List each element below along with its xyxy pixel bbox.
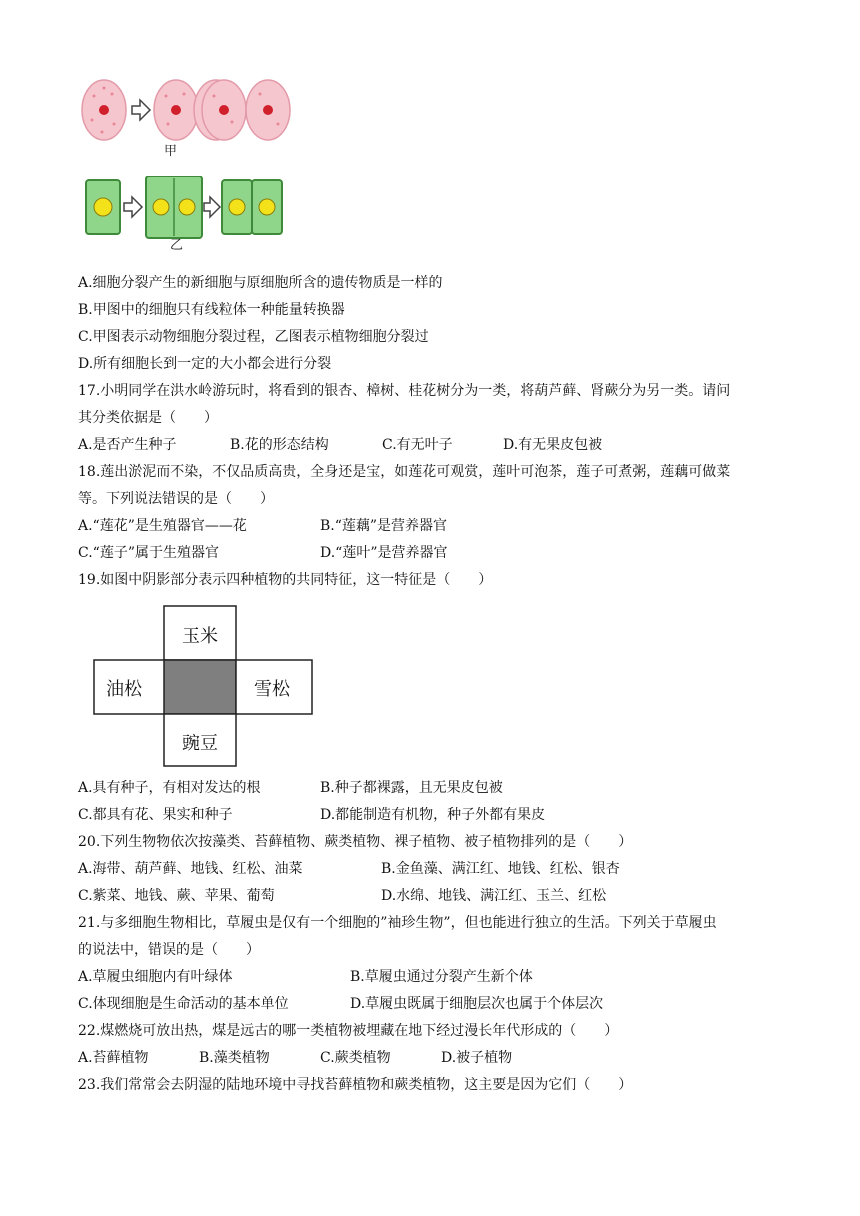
q19-stem: 19.如图中阴影部分表示四种植物的共同特征，这一特征是（ ） — [78, 572, 493, 588]
q18-stem-line1: 18.莲出淤泥而不染，不仅品质高贵，全身还是宝，如莲花可观赏，莲叶可泡茶，莲子可煮粥，莲藕可做菜 — [78, 464, 731, 480]
q19-option-b: B.种子都裸露，且无果皮包被 — [320, 780, 503, 796]
q21-stem-line2: 的说法中，错误的是（ ） — [78, 942, 260, 958]
q22-option-b: B.藻类植物 — [199, 1050, 270, 1066]
q16-option-a: A.细胞分裂产生的新细胞与原细胞所含的遗传物质是一样的 — [78, 275, 443, 291]
plant-cell-parent — [86, 180, 120, 234]
q23-stem: 23.我们常常会去阴湿的陆地环境中寻找苔藓植物和蕨类植物，这主要是因为它们（ ） — [78, 1077, 633, 1093]
q21-option-b: B.草履虫通过分裂产生新个体 — [350, 969, 533, 985]
plant-cell-row — [84, 176, 294, 246]
q20-option-a: A.海带、葫芦藓、地钱、红松、油菜 — [78, 861, 303, 877]
label-right: 雪松 — [254, 679, 290, 700]
q19-option-c: C.都具有花、果实和种子 — [78, 807, 233, 823]
q17-option-b: B.花的形态结构 — [230, 437, 329, 453]
figure-label-yi: 乙 — [170, 238, 184, 253]
q22-option-c: C.蕨类植物 — [320, 1050, 391, 1066]
q20-option-b: B.金鱼藻、满江红、地钱、红松、银杏 — [381, 861, 620, 877]
q18-option-c: C.“莲子”属于生殖器官 — [78, 545, 219, 561]
label-top: 玉米 — [182, 626, 218, 647]
q20-option-d: D.水绵、地钱、满江红、玉兰、红松 — [381, 888, 607, 904]
q18-option-d: D.“莲叶”是营养器官 — [320, 545, 448, 561]
q16-option-c: C.甲图表示动物细胞分裂过程，乙图表示植物细胞分裂过 — [78, 329, 429, 345]
q18-stem-line2: 等。下列说法错误的是（ ） — [78, 491, 274, 507]
q18-option-a: A.“莲花”是生殖器官——花 — [78, 518, 247, 534]
plant-features-cross-figure — [92, 604, 316, 768]
q22-option-a: A.苔藓植物 — [78, 1050, 149, 1066]
arrow-icon — [132, 100, 150, 120]
box-center-shaded — [164, 660, 236, 714]
q16-option-b: B.甲图中的细胞只有线粒体一种能量转换器 — [78, 302, 345, 318]
q21-option-d: D.草履虫既属于细胞层次也属于个体层次 — [350, 996, 604, 1012]
q17-stem-line1: 17.小明同学在洪水岭游玩时，将看到的银杏、樟树、桂花树分为一类，将葫芦藓、肾蕨分为另一类。请问 — [78, 383, 731, 399]
q16-option-d: D.所有细胞长到一定的大小都会进行分裂 — [78, 356, 332, 372]
animal-cell-parent — [82, 80, 126, 140]
q21-stem-line1: 21.与多细胞生物相比，草履虫是仅有一个细胞的”袖珍生物”，但也能进行独立的生活。下列关于草履虫 — [78, 915, 717, 931]
q21-option-a: A.草履虫细胞内有叶绿体 — [78, 969, 233, 985]
label-bottom: 豌豆 — [182, 733, 218, 754]
q19-option-a: A.具有种子，有相对发达的根 — [78, 780, 261, 796]
q18-option-b: B.“莲藕”是营养器官 — [320, 518, 448, 534]
animal-daughter-cells — [196, 76, 296, 146]
q17-option-d: D.有无果皮包被 — [503, 437, 603, 453]
arrow-icon — [124, 197, 142, 217]
plant-daughter-cells — [222, 180, 282, 234]
figure-label-jia: 甲 — [164, 144, 178, 159]
q22-option-d: D.被子植物 — [441, 1050, 513, 1066]
q17-option-a: A.是否产生种子 — [78, 437, 177, 453]
q17-option-c: C.有无叶子 — [382, 437, 453, 453]
q17-stem-line2: 其分类依据是（ ） — [78, 410, 218, 426]
label-left: 油松 — [106, 679, 142, 700]
q22-stem: 22.煤燃烧可放出热，煤是远古的哪一类植物被埋藏在地下经过漫长年代形成的（ ） — [78, 1023, 619, 1039]
arrow-icon — [204, 197, 220, 217]
q21-option-c: C.体现细胞是生命活动的基本单位 — [78, 996, 289, 1012]
plant-cell-dividing — [146, 176, 202, 238]
q20-option-c: C.紫菜、地钱、蕨、苹果、葡萄 — [78, 888, 275, 904]
q20-stem: 20.下列生物物依次按藻类、苔藓植物、蕨类植物、裸子植物、被子植物排列的是（ ） — [78, 834, 633, 850]
q19-option-d: D.都能制造有机物，种子外都有果皮 — [320, 807, 546, 823]
